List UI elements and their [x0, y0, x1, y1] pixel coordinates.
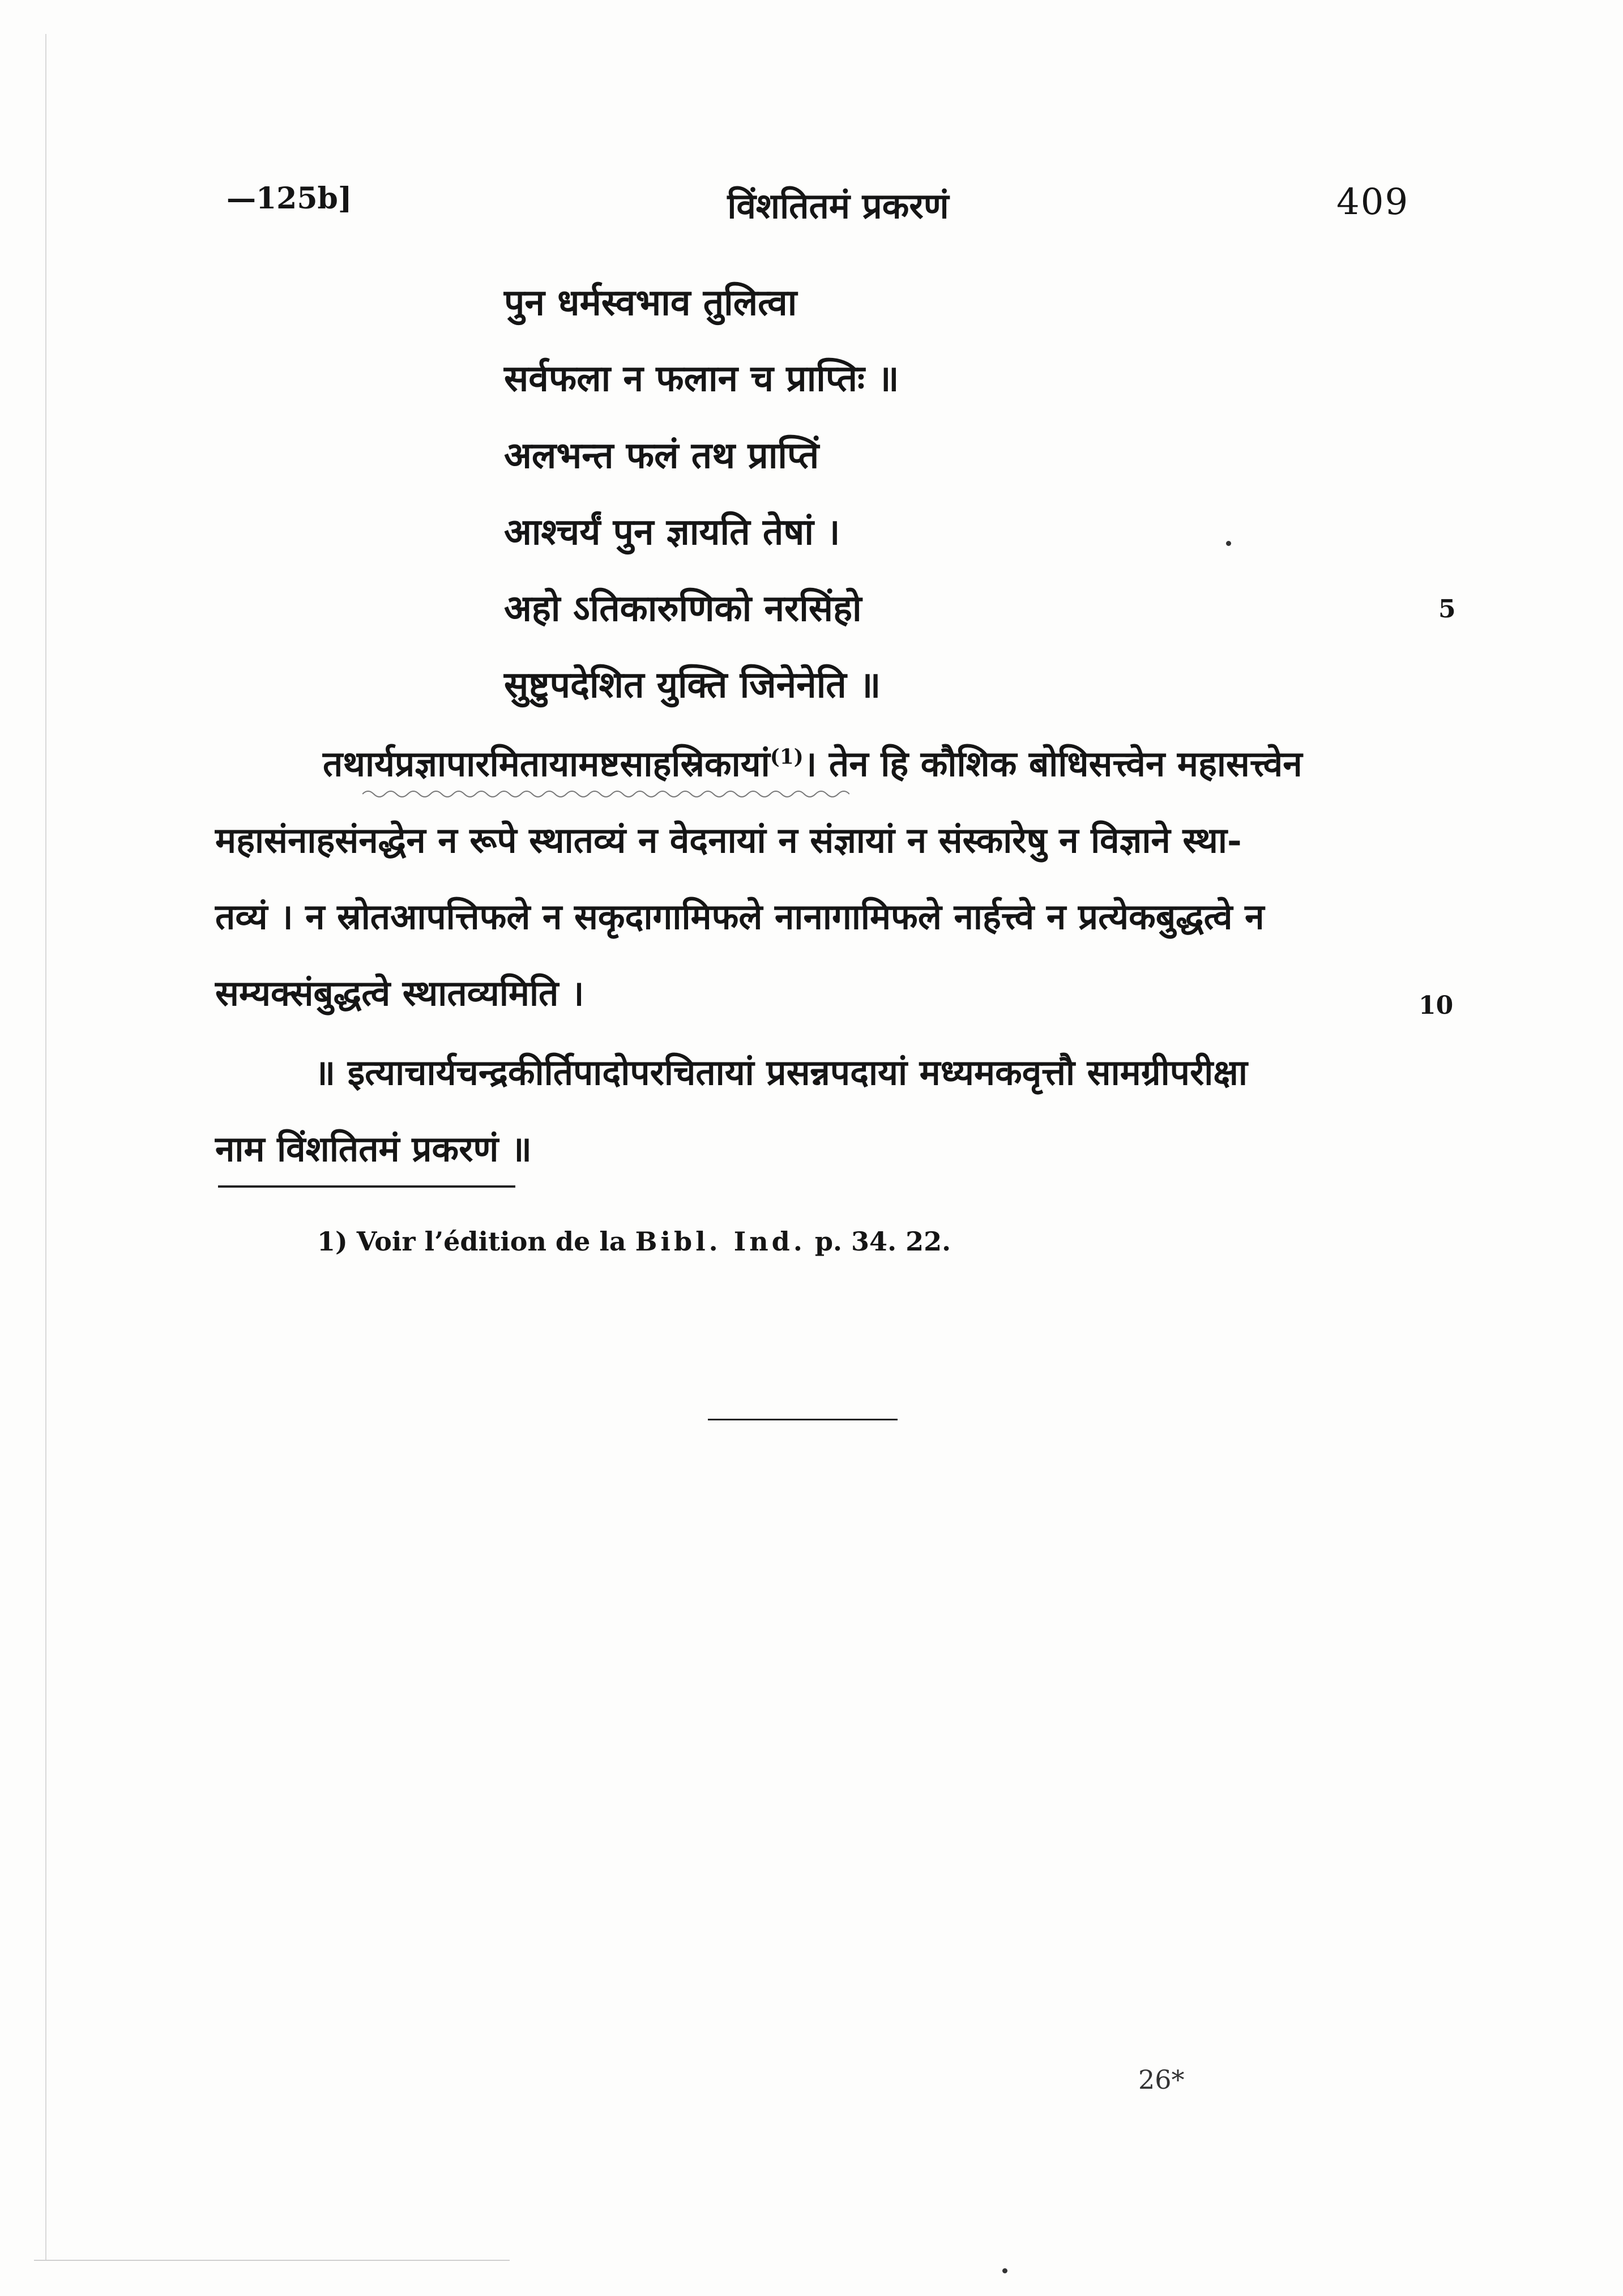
prose-line-3: तव्यं । न स्रोतआपत्तिफले न सकृदागामिफले नानागामिफले नार्हत्त्वे न प्रत्येकबुद्धत्वे न	[215, 896, 1265, 937]
signature-mark: 26*	[1138, 2064, 1185, 2095]
end-rule	[708, 1419, 898, 1420]
colophon-line-1: ॥ इत्याचार्यचन्द्रकीर्तिपादोपरचितायां प्रसन्नपदायां मध्यमकवृत्तौ सामग्रीपरीक्षा	[314, 1052, 1248, 1093]
line-number-5: 5	[1438, 595, 1456, 624]
scan-bottom-rule	[34, 2260, 510, 2261]
prose-line-4: सम्यक्संबुद्धत्वे स्थातव्यमिति ।	[215, 972, 584, 1014]
footnote-text: 1) Voir l’édition de la	[317, 1226, 635, 1257]
ink-speck	[1002, 2268, 1007, 2273]
footnote-text: p. 34. 22.	[805, 1226, 951, 1257]
verse-line: सुष्टुपदेशित युक्ति जिनेनेति ॥	[504, 664, 881, 706]
verse-line: अहो ऽतिकारुणिको नरसिंहो	[504, 587, 862, 630]
footnote-rule	[218, 1185, 515, 1188]
footnote-reference: (1)	[770, 745, 804, 769]
footnote	[317, 1226, 951, 1257]
prose-text: । तेन हि कौशिक बोधिसत्त्वेन महासत्त्वेन	[803, 743, 1302, 784]
verse-line: पुन धर्मस्वभाव तुलित्वा	[504, 281, 797, 324]
verse-line: सर्वफला न फलान च प्राप्तिः ॥	[504, 357, 899, 400]
running-head-title: विंशतितमं प्रकरणं	[727, 185, 949, 227]
line-number-10: 10	[1419, 991, 1454, 1020]
page-number: 409	[1336, 181, 1410, 223]
prose-text: तथार्यप्रज्ञापारमितायामष्टसाहस्रिकायां	[323, 743, 770, 784]
ink-speck	[1226, 541, 1231, 546]
prose-line-1	[323, 739, 1552, 787]
running-head-left: —125b]	[227, 181, 352, 216]
scan-edge-rule	[45, 34, 46, 2260]
verse-line: आश्चर्यं पुन ज्ञायति तेषां ।	[504, 511, 840, 553]
footnote-abbrev: Bibl. Ind.	[635, 1226, 806, 1257]
prose-line-2: महासंनाहसंनद्धेन न रूपे स्थातव्यं न वेदनायां न संज्ञायां न संस्कारेषु न विज्ञाने स्था-	[215, 820, 1242, 861]
verse-line: अलभन्त फलं तथ प्राप्तिं	[504, 434, 819, 477]
colophon-line-2: नाम विंशतितमं प्रकरणं ॥	[215, 1128, 532, 1170]
underline-squiggle	[362, 787, 849, 801]
